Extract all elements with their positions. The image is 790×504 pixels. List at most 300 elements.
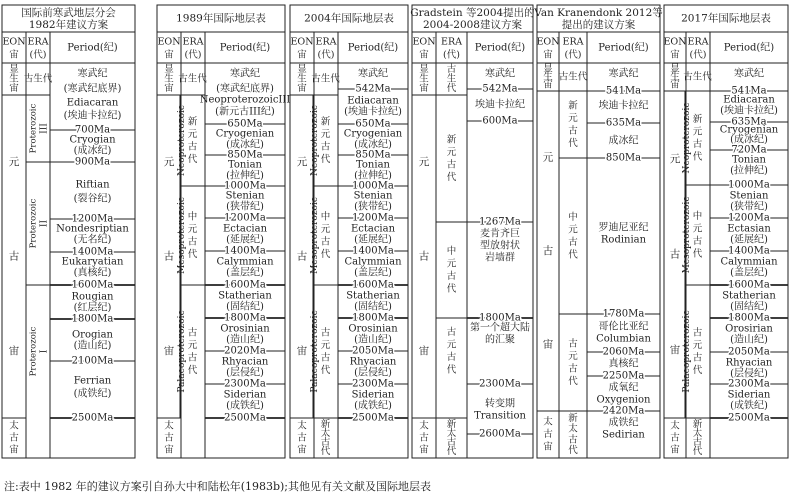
era-label xyxy=(447,326,457,376)
era-label xyxy=(188,115,198,165)
period-name: 成冰纪 xyxy=(608,135,639,147)
era-label-char: 新 xyxy=(446,419,457,430)
period-name: Stenian xyxy=(353,190,393,202)
period-name: (层侵纪) xyxy=(354,367,392,379)
era-label-char: 古 xyxy=(568,125,578,137)
boundary-age: 2300Ma xyxy=(224,378,266,390)
subeon-label: Neoproterozoic xyxy=(682,102,692,174)
boundary-age: 1800Ma xyxy=(71,313,114,325)
boundary-age: 1400Ma xyxy=(352,245,394,257)
period-name: 寒武纪 xyxy=(734,68,764,80)
era-label-char: 代 xyxy=(568,249,578,261)
era-label-char: 代 xyxy=(320,446,331,457)
eon-label-char: 古 xyxy=(543,429,553,440)
period-name: 第一个超大陆 xyxy=(470,322,530,334)
boundary-age: 2500Ma xyxy=(224,412,266,424)
era-label-char: 古 xyxy=(692,352,703,364)
period-name: Rodinian xyxy=(600,234,647,246)
era-label-char: 元 xyxy=(446,258,457,270)
period-name: 转变期 xyxy=(485,398,515,410)
period-name: (层侵纪) xyxy=(730,368,768,380)
eon-label-char: 宙 xyxy=(542,338,554,351)
era-label-char: 代 xyxy=(692,446,703,457)
era-label-char: 古 xyxy=(692,235,703,247)
era-label-char: 古 xyxy=(568,363,578,375)
eon-label xyxy=(297,156,308,357)
era-label-char: 代 xyxy=(320,248,331,260)
period-name: Cryogenian xyxy=(719,124,779,136)
era-label-char: 元 xyxy=(320,339,331,351)
period-name: Calymmian xyxy=(344,256,402,268)
eon-label-char: 元 xyxy=(163,156,175,169)
eon-label-char: 宙 xyxy=(543,79,553,91)
era-label-en: Proterozoic xyxy=(28,326,39,377)
era-label-char: 古 xyxy=(568,434,578,446)
era-label-char: 古 xyxy=(320,352,331,364)
period-name: Ectacian xyxy=(222,223,268,235)
period-name: (固结纪) xyxy=(730,301,768,313)
boundary-age: 1000Ma xyxy=(728,179,770,191)
eon-label-char: 宙 xyxy=(296,344,308,357)
eon-label xyxy=(9,64,19,94)
eon-label-char: 生 xyxy=(9,73,19,85)
boundary-age: 700Ma xyxy=(74,124,111,136)
era-label-char: 代 xyxy=(187,364,198,376)
eon-label xyxy=(543,152,554,351)
period-name: Transition xyxy=(474,410,526,422)
era-label-char: 古 xyxy=(692,437,703,448)
era-header-cn: (代) xyxy=(443,49,460,61)
boundary-age: 720Ma xyxy=(731,144,767,156)
boundary-age: 1200Ma xyxy=(352,212,394,224)
boundary-age: 1800Ma xyxy=(224,312,266,324)
era-label xyxy=(568,99,578,149)
era-label-char: 中 xyxy=(692,210,703,222)
eon-label-char: 元 xyxy=(296,156,308,169)
era-label-char: 元 xyxy=(446,146,457,158)
boundary-age: 541Ma xyxy=(731,85,767,97)
era-label: 古生代 xyxy=(311,73,340,85)
era-label-char: 代 xyxy=(446,171,457,183)
era-label-char: 古 xyxy=(446,159,457,171)
period-header: Period(纪) xyxy=(347,42,399,54)
era-label-char: 古 xyxy=(187,141,198,153)
eon-label-char: 生 xyxy=(297,73,307,85)
era-label-char: 中 xyxy=(568,211,578,223)
boundary-age: 1800Ma xyxy=(728,312,770,324)
era-header-cn: (代) xyxy=(29,49,47,61)
period-name: (造山纪) xyxy=(73,340,112,352)
period-name: Eukaryatian xyxy=(61,256,124,268)
period-name: (红层纪) xyxy=(73,302,112,314)
eon-label-char: 古 xyxy=(669,248,681,261)
period-name: Siderian xyxy=(351,389,395,401)
period-name: Tonian xyxy=(732,154,766,166)
boundary-age: 1800Ma xyxy=(479,312,521,324)
era-label-char: 代 xyxy=(446,82,457,94)
boundary-age: 2060Ma xyxy=(602,346,645,358)
era-label-char: 元 xyxy=(446,339,457,351)
period-header: Period(纪) xyxy=(219,42,271,54)
eon-label-char: 显 xyxy=(670,63,680,75)
boundary-age: 1200Ma xyxy=(728,212,770,224)
eon-header: EON xyxy=(536,36,560,48)
subeon-label: Mesoproterozoic xyxy=(682,196,692,274)
eon-label-char: 显 xyxy=(164,64,174,76)
eon-label-char: 生 xyxy=(419,73,429,85)
boundary-age: 2500Ma xyxy=(352,412,394,424)
era-header-cn: (代) xyxy=(564,49,582,61)
eon-label-char: 古 xyxy=(418,250,430,263)
era-label-cn: I xyxy=(39,349,50,354)
period-name: (拉伸纪) xyxy=(226,170,264,182)
period-name: (盖层纪) xyxy=(730,267,768,279)
eon-label-char: 太 xyxy=(670,420,680,432)
era-label xyxy=(568,211,578,261)
era-header-cn: (代) xyxy=(689,49,707,61)
eon-label-char: 太 xyxy=(297,420,307,432)
eon-label xyxy=(164,156,175,357)
boundary-age: 635Ma xyxy=(605,117,642,129)
period-name: Tonian xyxy=(228,159,262,171)
era-header: ERA xyxy=(562,36,584,48)
panel-2 xyxy=(157,5,290,458)
period-name: Calymmian xyxy=(216,256,274,268)
period-name: (裂谷纪) xyxy=(73,193,112,205)
eon-label xyxy=(297,64,307,94)
eon-label-char: 古 xyxy=(296,250,308,263)
period-name: (成冰纪) xyxy=(226,139,264,151)
eon-label-char: 宙 xyxy=(419,82,429,94)
eon-header: EON xyxy=(290,36,314,48)
period-name: 寒武纪 xyxy=(230,68,260,80)
eon-header: EON xyxy=(663,36,687,48)
era-label-char: 代 xyxy=(187,153,198,165)
boundary-age: 2300Ma xyxy=(479,378,521,390)
era-label-char: 中 xyxy=(187,211,198,223)
era-label-char: 新 xyxy=(692,113,703,125)
era-label xyxy=(568,412,578,456)
period-header: Period(纪) xyxy=(474,42,526,54)
period-name: Sedirian xyxy=(602,429,645,441)
eon-label-char: 宙 xyxy=(164,444,174,456)
eon-label-char: 宙 xyxy=(297,444,307,456)
period-name: 成铁纪 xyxy=(608,417,639,429)
eon-label-char: 古 xyxy=(297,432,307,444)
era-label-char: 古 xyxy=(446,270,457,282)
era-label-char: 古 xyxy=(187,327,198,339)
era-label-char: 元 xyxy=(692,339,703,351)
eon-label-char: 古 xyxy=(670,432,680,444)
era-label-char: 代 xyxy=(692,364,703,376)
eon-label-char: 元 xyxy=(669,152,681,165)
period-name: (埃迪卡拉纪) xyxy=(720,105,778,117)
period-name: Siderian xyxy=(727,389,771,401)
boundary-age: 1200Ma xyxy=(224,212,266,224)
period-name: (狭带纪) xyxy=(730,201,768,213)
boundary-age: 1600Ma xyxy=(352,279,394,291)
eon-label-char: 元 xyxy=(418,156,430,169)
boundary-age: 1800Ma xyxy=(352,312,394,324)
era-label-char: 代 xyxy=(568,137,578,149)
boundary-age: 1400Ma xyxy=(71,246,114,258)
period-name: 埃迪卡拉纪 xyxy=(598,100,649,112)
period-name: (成铁纪) xyxy=(226,400,264,412)
eon-label xyxy=(9,156,20,357)
era-label-char: 太 xyxy=(568,423,578,435)
panel-1 xyxy=(2,5,135,458)
boundary-age: 2600Ma xyxy=(479,428,521,440)
eon-label xyxy=(670,420,680,456)
era-label-char: 代 xyxy=(568,445,578,457)
eon-label-char: 古 xyxy=(8,250,20,263)
boundary-age: 1600Ma xyxy=(728,279,770,291)
eon-header: EON xyxy=(157,36,181,48)
era-label-char: 古 xyxy=(320,327,331,339)
eon-label-char: 宙 xyxy=(297,82,307,94)
period-name: Rougian xyxy=(71,291,114,303)
era-label-char: 元 xyxy=(187,339,198,351)
panel-6 xyxy=(663,5,788,458)
period-name: (延展纪) xyxy=(226,234,264,246)
era-label xyxy=(693,326,703,376)
eon-label-char: 太 xyxy=(9,420,19,432)
eon-label xyxy=(670,153,681,356)
period-name: (延展纪) xyxy=(354,234,392,246)
eon-header: EON xyxy=(412,36,436,48)
period-name: (固结纪) xyxy=(226,301,264,313)
era-label-char: 代 xyxy=(446,446,457,457)
era-label-char: 古 xyxy=(187,236,198,248)
era-label xyxy=(188,210,198,260)
period-name: Statherian xyxy=(218,290,272,302)
period-name: Rhyacian xyxy=(221,356,269,368)
boundary-age: 2500Ma xyxy=(728,412,770,424)
era-label-en: Proterozoic xyxy=(28,198,39,249)
period-name: (新元古III纪) xyxy=(215,106,275,118)
era-label-char: 太 xyxy=(320,428,331,439)
boundary-age: 1000Ma xyxy=(352,180,394,192)
boundary-age: 1200Ma xyxy=(71,213,114,225)
boundary-age: 2300Ma xyxy=(352,378,394,390)
period-name: 真核纪 xyxy=(608,358,639,370)
panel-3 xyxy=(290,5,408,458)
eon-label-char: 宙 xyxy=(9,82,19,94)
eon-header-cn: 宙 xyxy=(419,49,429,61)
era-label xyxy=(321,210,331,260)
era-header: ERA xyxy=(182,36,204,48)
era-label-char: 古 xyxy=(446,64,457,76)
panel-title: 2004-2008建议方案 xyxy=(423,19,522,31)
panel-title: 1989年国际地层表 xyxy=(176,12,266,25)
period-name: Tonian xyxy=(356,159,390,171)
era-label-char: 代 xyxy=(692,248,703,260)
period-name: (延展纪) xyxy=(730,234,768,246)
era-label-char: 元 xyxy=(568,350,578,362)
period-header: Period(纪) xyxy=(598,42,649,54)
period-name: Ediacaran xyxy=(723,94,775,106)
eon-label xyxy=(670,64,680,91)
eon-label-char: 生 xyxy=(670,71,680,83)
boundary-age: 1000Ma xyxy=(224,180,266,192)
boundary-age: 2020Ma xyxy=(224,345,266,357)
eon-label xyxy=(164,420,174,456)
period-name: 寒武纪 xyxy=(485,68,515,80)
era-label xyxy=(321,115,331,165)
boundary-age: 900Ma xyxy=(74,156,111,168)
eon-label xyxy=(543,416,553,453)
period-name: Cryogenian xyxy=(215,128,275,140)
era-label-char: 新 xyxy=(320,419,331,430)
eon-label xyxy=(419,64,429,94)
eon-label xyxy=(297,420,307,456)
panel-title: 2017年国际地层表 xyxy=(681,12,771,25)
period-name: Siderian xyxy=(223,389,267,401)
period-name: Stenian xyxy=(729,190,769,202)
eon-label-char: 宙 xyxy=(9,444,19,456)
boundary-age: 650Ma xyxy=(227,118,263,130)
era-label-char: 古 xyxy=(446,326,457,338)
panel-title: 1982年建议方案 xyxy=(28,19,109,31)
eon-label-char: 宙 xyxy=(670,444,680,456)
period-name: (成冰纪) xyxy=(354,139,392,151)
era-label-char: 古 xyxy=(568,338,578,350)
era-label-char: 古 xyxy=(692,327,703,339)
period-name: Statherian xyxy=(722,290,776,302)
era-label-char: 代 xyxy=(320,153,331,165)
era-label-cn: III xyxy=(39,123,50,134)
era-label xyxy=(693,113,703,163)
boundary-age: 1267Ma xyxy=(479,216,521,228)
period-name: 型放射状 xyxy=(480,240,520,252)
era-header: ERA xyxy=(687,36,709,48)
era-label xyxy=(693,418,703,457)
eon-label-char: 太 xyxy=(419,420,429,432)
period-name: (拉伸纪) xyxy=(730,165,768,177)
era-label xyxy=(447,245,457,295)
period-name: (盖层纪) xyxy=(354,267,392,279)
subeon-label: Neoproterozoic xyxy=(177,105,187,176)
period-name: 成氧纪 xyxy=(608,382,639,394)
era-label xyxy=(447,418,457,457)
eon-label-char: 元 xyxy=(8,156,20,169)
period-name: (成铁纪) xyxy=(73,388,112,400)
period-name: (埃迪卡拉纪) xyxy=(63,110,122,122)
period-name: 寒武纪 xyxy=(608,68,639,80)
boundary-age: 2050Ma xyxy=(728,346,770,358)
era-label-char: 新 xyxy=(320,116,331,128)
period-name: Rhyacian xyxy=(349,356,397,368)
era-label-char: 古 xyxy=(568,236,578,248)
era-label-char: 代 xyxy=(446,364,457,376)
boundary-age: 1400Ma xyxy=(728,245,770,257)
eon-label-char: 宙 xyxy=(543,441,553,453)
period-name: (拉伸纪) xyxy=(354,170,392,182)
period-name: 麦肯齐巨 xyxy=(480,228,520,240)
era-label-char: 古 xyxy=(320,437,331,448)
period-name: Ediacaran xyxy=(66,97,119,109)
boundary-age: 2500Ma xyxy=(71,412,114,424)
period-name: (寒武纪底界) xyxy=(63,83,122,95)
period-name: 哥伦比亚纪 xyxy=(598,321,649,333)
boundary-age: 2250Ma xyxy=(602,370,645,382)
period-name: (成冰纪) xyxy=(730,134,768,146)
eon-label xyxy=(9,420,19,456)
boundary-age: 635Ma xyxy=(731,116,767,128)
era-label xyxy=(447,63,457,94)
period-name: Orosinian xyxy=(220,323,270,335)
era-label-char: 元 xyxy=(568,112,578,124)
era-label-en: Proterozoic xyxy=(28,103,39,154)
period-name: Orogian xyxy=(71,329,114,341)
panel-title: 国际前寒武地层分会 xyxy=(21,7,116,19)
period-name: (造山纪) xyxy=(226,334,264,346)
period-name: (寒武纪底界) xyxy=(216,83,274,95)
eon-label-char: 宙 xyxy=(669,344,681,357)
subeon-label: Palaeoproterozoic xyxy=(682,310,692,393)
period-name: 寒武纪 xyxy=(358,68,388,80)
era-label: 古生代 xyxy=(558,71,588,83)
panel-title: Gradstein 等2004提出的 xyxy=(410,7,535,19)
era-label-char: 元 xyxy=(320,223,331,235)
subeon-label: Neoproterozoic xyxy=(310,105,320,176)
eon-header-cn: 宙 xyxy=(9,49,19,61)
eon-label-char: 太 xyxy=(543,416,553,428)
period-name: Nondesriptian xyxy=(56,223,129,235)
eon-label-char: 生 xyxy=(164,73,174,85)
era-label: 古生代 xyxy=(683,71,712,83)
eon-label xyxy=(543,64,553,91)
boundary-age: 850Ma xyxy=(605,152,642,164)
period-name: Orosirian xyxy=(725,323,773,335)
era-header-cn: (代) xyxy=(317,49,335,61)
period-name: Ectacian xyxy=(350,223,396,235)
boundary-age: 850Ma xyxy=(355,149,391,161)
period-header: Period(纪) xyxy=(723,42,775,54)
boundary-age: 2050Ma xyxy=(352,345,394,357)
period-name: Ectasian xyxy=(727,223,771,235)
era-label xyxy=(447,133,457,183)
eon-label-char: 太 xyxy=(164,420,174,432)
era-label-char: 代 xyxy=(568,375,578,387)
period-name: 岩墙群 xyxy=(485,252,515,264)
period-name: Calymmian xyxy=(720,256,778,268)
boundary-age: 542Ma xyxy=(482,83,518,95)
era-label-char: 古 xyxy=(320,141,331,153)
eon-header: EON xyxy=(2,36,26,48)
eon-label-char: 宙 xyxy=(164,82,174,94)
era-label xyxy=(693,210,703,260)
period-name: 罗迪尼亚纪 xyxy=(598,222,649,234)
eon-label xyxy=(164,64,174,94)
era-label xyxy=(568,337,578,387)
period-name: (造山纪) xyxy=(730,334,768,346)
boundary-age: 1780Ma xyxy=(602,308,645,320)
footnote: 注:表中 1982 年的建议方案引自孙大中和陆松年(1983b);其他见有关文献及国际地层表 xyxy=(4,480,432,493)
era-label-char: 新 xyxy=(568,412,578,424)
eon-label-char: 显 xyxy=(419,64,429,76)
eon-label-char: 生 xyxy=(543,71,553,83)
era-label-char: 代 xyxy=(320,364,331,376)
eon-label-char: 宙 xyxy=(163,344,175,357)
period-name: 埃迪卡拉纪 xyxy=(475,99,525,111)
era-label: 古生代 xyxy=(23,73,53,85)
boundary-age: 1400Ma xyxy=(224,245,266,257)
eon-label-char: 宙 xyxy=(670,79,680,91)
eon-label-char: 古 xyxy=(419,432,429,444)
era-label-char: 元 xyxy=(187,223,198,235)
era-label-char: 新 xyxy=(446,134,457,146)
